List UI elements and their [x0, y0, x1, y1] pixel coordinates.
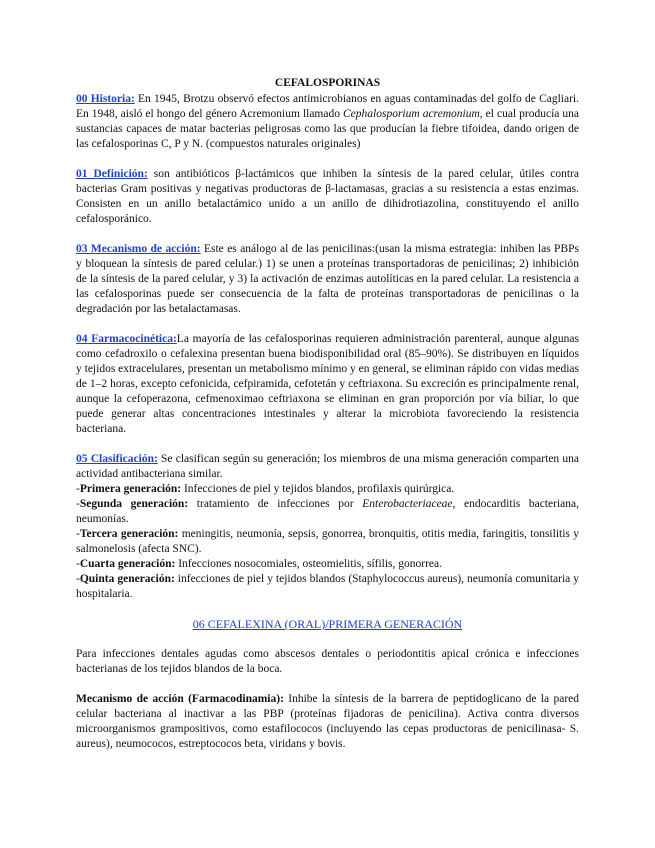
cefalexina-mecanismo-text: Inhibe la síntesis de la barrera de peptidoglicano de la pared celular bacteriana al inactivar a las PBP (proteínas fijadoras de penicilina). Activa contra diversos microorganismos grampositivos, como estafilococos (incluyendo las cepas productoras de penicilinasa- S. aureus), neumococos, estreptococos beta, viridans y bovis.: [76, 693, 579, 750]
spacer: [76, 602, 579, 617]
definicion-paragraph: [76, 167, 579, 227]
farmacocinetica-paragraph: [76, 332, 579, 437]
mecanismo-text: Este es análogo al de las penicilinas:(usan la misma estrategia: inhiben las PBPs y bloquean la síntesis de pared celular.) 1) se unen a proteínas transportadoras de penicilinas; 2) inhibición de la síntesis de la pared celular, y 3) la activación de enzimas autolíticas en la pared celular. La resistencia a las cefalosporinas puede ser consecuencia de la falta de proteínas transportadoras de penicilinas o la degradación por las betalactamasas.: [76, 243, 579, 315]
document-title: CEFALOSPORINAS: [274, 77, 381, 89]
generation-text: Infecciones nosocomiales, osteomielitis, sífilis, gonorrea.: [175, 558, 443, 570]
generation-prefix: -: [76, 528, 80, 540]
generation-text: infecciones de piel y tejidos blandos (Staphylococcus aureus), neumonía comunitaria y hospitalaria.: [76, 573, 579, 600]
generation-text: Infecciones de piel y tejidos blandos, profilaxis quirúrgica.: [181, 483, 455, 495]
definicion-text: son antibióticos β-lactámicos que inhiben la síntesis de la pared celular, útiles contra bacterias Gram positivas y negativas productoras de β-lactamasas, gracias a su resistencia a estas enzimas. Consisten en un anillo betalactámico unido a un anillo de dihidrotiazolina, constituyendo el anillo cefalosporánico.: [76, 168, 579, 225]
cefalexina-heading: 06 CEFALEXINA (ORAL)/PRIMERA GENERACIÓN: [192, 617, 463, 631]
farmacocinetica-text: La mayoría de las cefalosporinas requieren administración parenteral, aunque algunas como cefadroxilo o cefalexina presentan buena biodisponibilidad oral (85–90%). Se distribuyen en líquidos y tejidos extracelulares, presentan un metabolismo mínimo y en general, se eliminan rápido con vidas medias de 1–2 horas, excepto cefonicida, cefpiramida, cefotetán y ceftriaxona. Su excreción es principalmente renal, aunque la cefoperazona, cefmenoximao ceftriaxona se eliminan en gran proporción por vía biliar, lo que puede generar altas concentraciones intestinales y alterar la microbiota favoreciendo la resistencia bacteriana.: [76, 333, 580, 435]
spacer: [76, 437, 579, 452]
spacer: [76, 677, 579, 692]
historia-text-1: En 1945, Brotzu observó efectos antimicrobianos en aguas contaminadas del golfo de Cagliari. En 1948, aisló el hongo del género Acremonium llamado: [76, 93, 579, 120]
generation-italic: Enterobacteriaceae: [362, 498, 453, 510]
generation-text-after: , endocarditis bacteriana, neumonías.: [76, 498, 579, 525]
mecanismo-heading: 03 Mecanismo de acción:: [76, 243, 201, 255]
cefalexina-mecanismo-label: Mecanismo de acción (Farmacodinamia):: [76, 693, 284, 705]
generation-text: tratamiento de infecciones por: [188, 498, 363, 510]
spacer: [76, 152, 579, 167]
generation-item-3: [76, 527, 579, 557]
generation-label: Quinta generación:: [79, 573, 175, 585]
generation-label: Primera generación:: [79, 483, 182, 495]
generation-prefix: -: [76, 498, 80, 510]
generation-label: Cuarta generación:: [79, 558, 176, 570]
generation-prefix: -: [76, 573, 80, 585]
cefalexina-mecanismo-paragraph: [76, 692, 579, 752]
clasificacion-text: Se clasifican según su generación; los miembros de una misma generación comparten una actividad antibacteriana similar.: [76, 453, 579, 480]
spacer: [76, 317, 579, 332]
generation-item-4: [76, 557, 579, 572]
generation-item-1: [76, 482, 579, 497]
generation-label: Tercera generación:: [79, 528, 179, 540]
cefalexina-intro: Para infecciones dentales agudas como abscesos dentales o periodontitis apical crónica e infecciones bacterianas de los tejidos blandos de la boca.: [76, 648, 579, 675]
spacer: [76, 632, 579, 647]
generation-prefix: -: [76, 483, 80, 495]
historia-heading: 00 Historia:: [76, 93, 135, 105]
mecanismo-paragraph: [76, 242, 579, 317]
generation-item-5: [76, 572, 579, 602]
generation-item-2: [76, 497, 579, 527]
spacer: [76, 227, 579, 242]
historia-paragraph: [76, 92, 579, 152]
farmacocinetica-heading: 04 Farmacocinética:: [76, 333, 177, 345]
generation-prefix: -: [76, 558, 80, 570]
clasificacion-heading: 05 Clasificación:: [76, 453, 158, 465]
historia-text-2: , el cual producía una sustancias capaces de matar bacterias peligrosas como las que producían la fiebre tifoidea, dando origen de las cefalosporinas C, P y N. (compuestos naturales originales): [76, 108, 580, 150]
definicion-heading: 01 Definición:: [76, 168, 148, 180]
historia-species: Cephalosporium acremonium: [343, 108, 480, 120]
generation-text: meningitis, neumonía, sepsis, gonorrea, bronquitis, otitis media, faringitis, tonsilitis y salmonelosis (afecta SNC).: [76, 528, 579, 555]
generation-label: Segunda generación:: [79, 498, 189, 510]
clasificacion-paragraph: [76, 452, 579, 482]
